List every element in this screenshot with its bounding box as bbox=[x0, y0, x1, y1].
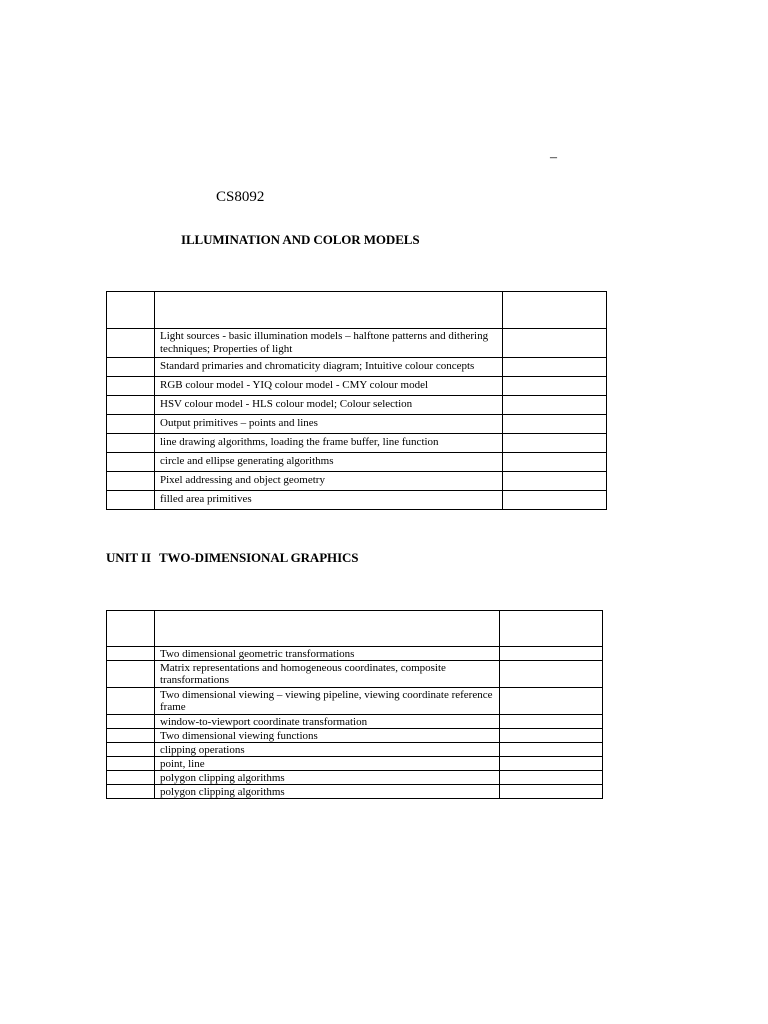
unit2-label: UNIT II bbox=[106, 550, 151, 565]
table-row bbox=[107, 729, 603, 743]
row-topic-cell: polygon clipping algorithms bbox=[155, 785, 500, 799]
header-cell-number bbox=[107, 611, 155, 647]
row-topic-cell: Pixel addressing and object geometry bbox=[155, 472, 503, 491]
row-number-cell bbox=[107, 491, 155, 510]
header-cell-topic bbox=[155, 292, 503, 329]
row-number-cell bbox=[107, 785, 155, 799]
row-topic-cell: RGB colour model - YIQ colour model - CMY colour model bbox=[155, 377, 503, 396]
table-row bbox=[107, 396, 607, 415]
row-extra-cell bbox=[500, 785, 603, 799]
row-topic-cell: Two dimensional geometric transformations bbox=[155, 647, 500, 661]
header-cell-number bbox=[107, 292, 155, 329]
table-row bbox=[107, 377, 607, 396]
row-extra-cell bbox=[503, 434, 607, 453]
row-topic-cell: clipping operations bbox=[155, 743, 500, 757]
table-header-row bbox=[107, 292, 607, 329]
table-row bbox=[107, 472, 607, 491]
row-topic-cell: Output primitives – points and lines bbox=[155, 415, 503, 434]
table-row bbox=[107, 415, 607, 434]
table-row bbox=[107, 771, 603, 785]
table-row bbox=[107, 329, 607, 358]
row-topic-cell: circle and ellipse generating algorithms bbox=[155, 453, 503, 472]
row-number-cell bbox=[107, 377, 155, 396]
row-topic-cell: Matrix representations and homogeneous coordinates, composite transformations bbox=[155, 661, 500, 688]
table-row bbox=[107, 491, 607, 510]
row-topic-cell: Standard primaries and chromaticity diagram; Intuitive colour concepts bbox=[155, 358, 503, 377]
row-extra-cell bbox=[503, 358, 607, 377]
row-extra-cell bbox=[500, 729, 603, 743]
row-extra-cell bbox=[503, 491, 607, 510]
row-number-cell bbox=[107, 396, 155, 415]
row-extra-cell bbox=[500, 647, 603, 661]
unit2-heading bbox=[106, 550, 358, 566]
row-number-cell bbox=[107, 743, 155, 757]
unit2-title: TWO-DIMENSIONAL GRAPHICS bbox=[158, 550, 359, 565]
table-row bbox=[107, 743, 603, 757]
unit1-lesson-table bbox=[106, 291, 607, 510]
row-extra-cell bbox=[500, 661, 603, 688]
row-number-cell bbox=[107, 661, 155, 688]
row-extra-cell bbox=[503, 396, 607, 415]
row-topic-cell: point, line bbox=[155, 757, 500, 771]
row-extra-cell bbox=[503, 472, 607, 491]
table-row bbox=[107, 647, 603, 661]
table-row bbox=[107, 358, 607, 377]
row-extra-cell bbox=[500, 757, 603, 771]
row-number-cell bbox=[107, 647, 155, 661]
row-topic-cell: filled area primitives bbox=[155, 491, 503, 510]
row-extra-cell bbox=[500, 743, 603, 757]
row-extra-cell bbox=[500, 715, 603, 729]
row-topic-cell: polygon clipping algorithms bbox=[155, 771, 500, 785]
row-number-cell bbox=[107, 415, 155, 434]
row-number-cell bbox=[107, 757, 155, 771]
row-number-cell bbox=[107, 472, 155, 491]
row-topic-cell: window-to-viewport coordinate transformation bbox=[155, 715, 500, 729]
table-row bbox=[107, 453, 607, 472]
table-row bbox=[107, 715, 603, 729]
row-extra-cell bbox=[500, 688, 603, 715]
row-extra-cell bbox=[503, 415, 607, 434]
row-extra-cell bbox=[503, 329, 607, 358]
row-number-cell bbox=[107, 688, 155, 715]
row-number-cell bbox=[107, 358, 155, 377]
row-number-cell bbox=[107, 434, 155, 453]
table-row bbox=[107, 785, 603, 799]
row-extra-cell bbox=[503, 377, 607, 396]
header-cell-extra bbox=[503, 292, 607, 329]
table-row bbox=[107, 661, 603, 688]
header-dash: – bbox=[550, 150, 557, 165]
row-topic-cell: line drawing algorithms, loading the frame buffer, line function bbox=[155, 434, 503, 453]
row-extra-cell bbox=[503, 453, 607, 472]
row-number-cell bbox=[107, 715, 155, 729]
row-topic-cell: Two dimensional viewing functions bbox=[155, 729, 500, 743]
table-row bbox=[107, 757, 603, 771]
course-code: CS8092 bbox=[216, 189, 265, 205]
row-number-cell bbox=[107, 729, 155, 743]
row-number-cell bbox=[107, 771, 155, 785]
table-row bbox=[107, 434, 607, 453]
header-cell-extra bbox=[500, 611, 603, 647]
table-row bbox=[107, 688, 603, 715]
unit1-title: ILLUMINATION AND COLOR MODELS bbox=[181, 232, 420, 247]
row-number-cell bbox=[107, 453, 155, 472]
unit2-lesson-table bbox=[106, 610, 603, 799]
row-topic-cell: HSV colour model - HLS colour model; Colour selection bbox=[155, 396, 503, 415]
row-number-cell bbox=[107, 329, 155, 358]
row-topic-cell: Two dimensional viewing – viewing pipeline, viewing coordinate reference frame bbox=[155, 688, 500, 715]
row-topic-cell: Light sources - basic illumination models – halftone patterns and dithering techniques; Properties of light bbox=[155, 329, 503, 358]
header-cell-topic bbox=[155, 611, 500, 647]
table-header-row bbox=[107, 611, 603, 647]
row-extra-cell bbox=[500, 771, 603, 785]
